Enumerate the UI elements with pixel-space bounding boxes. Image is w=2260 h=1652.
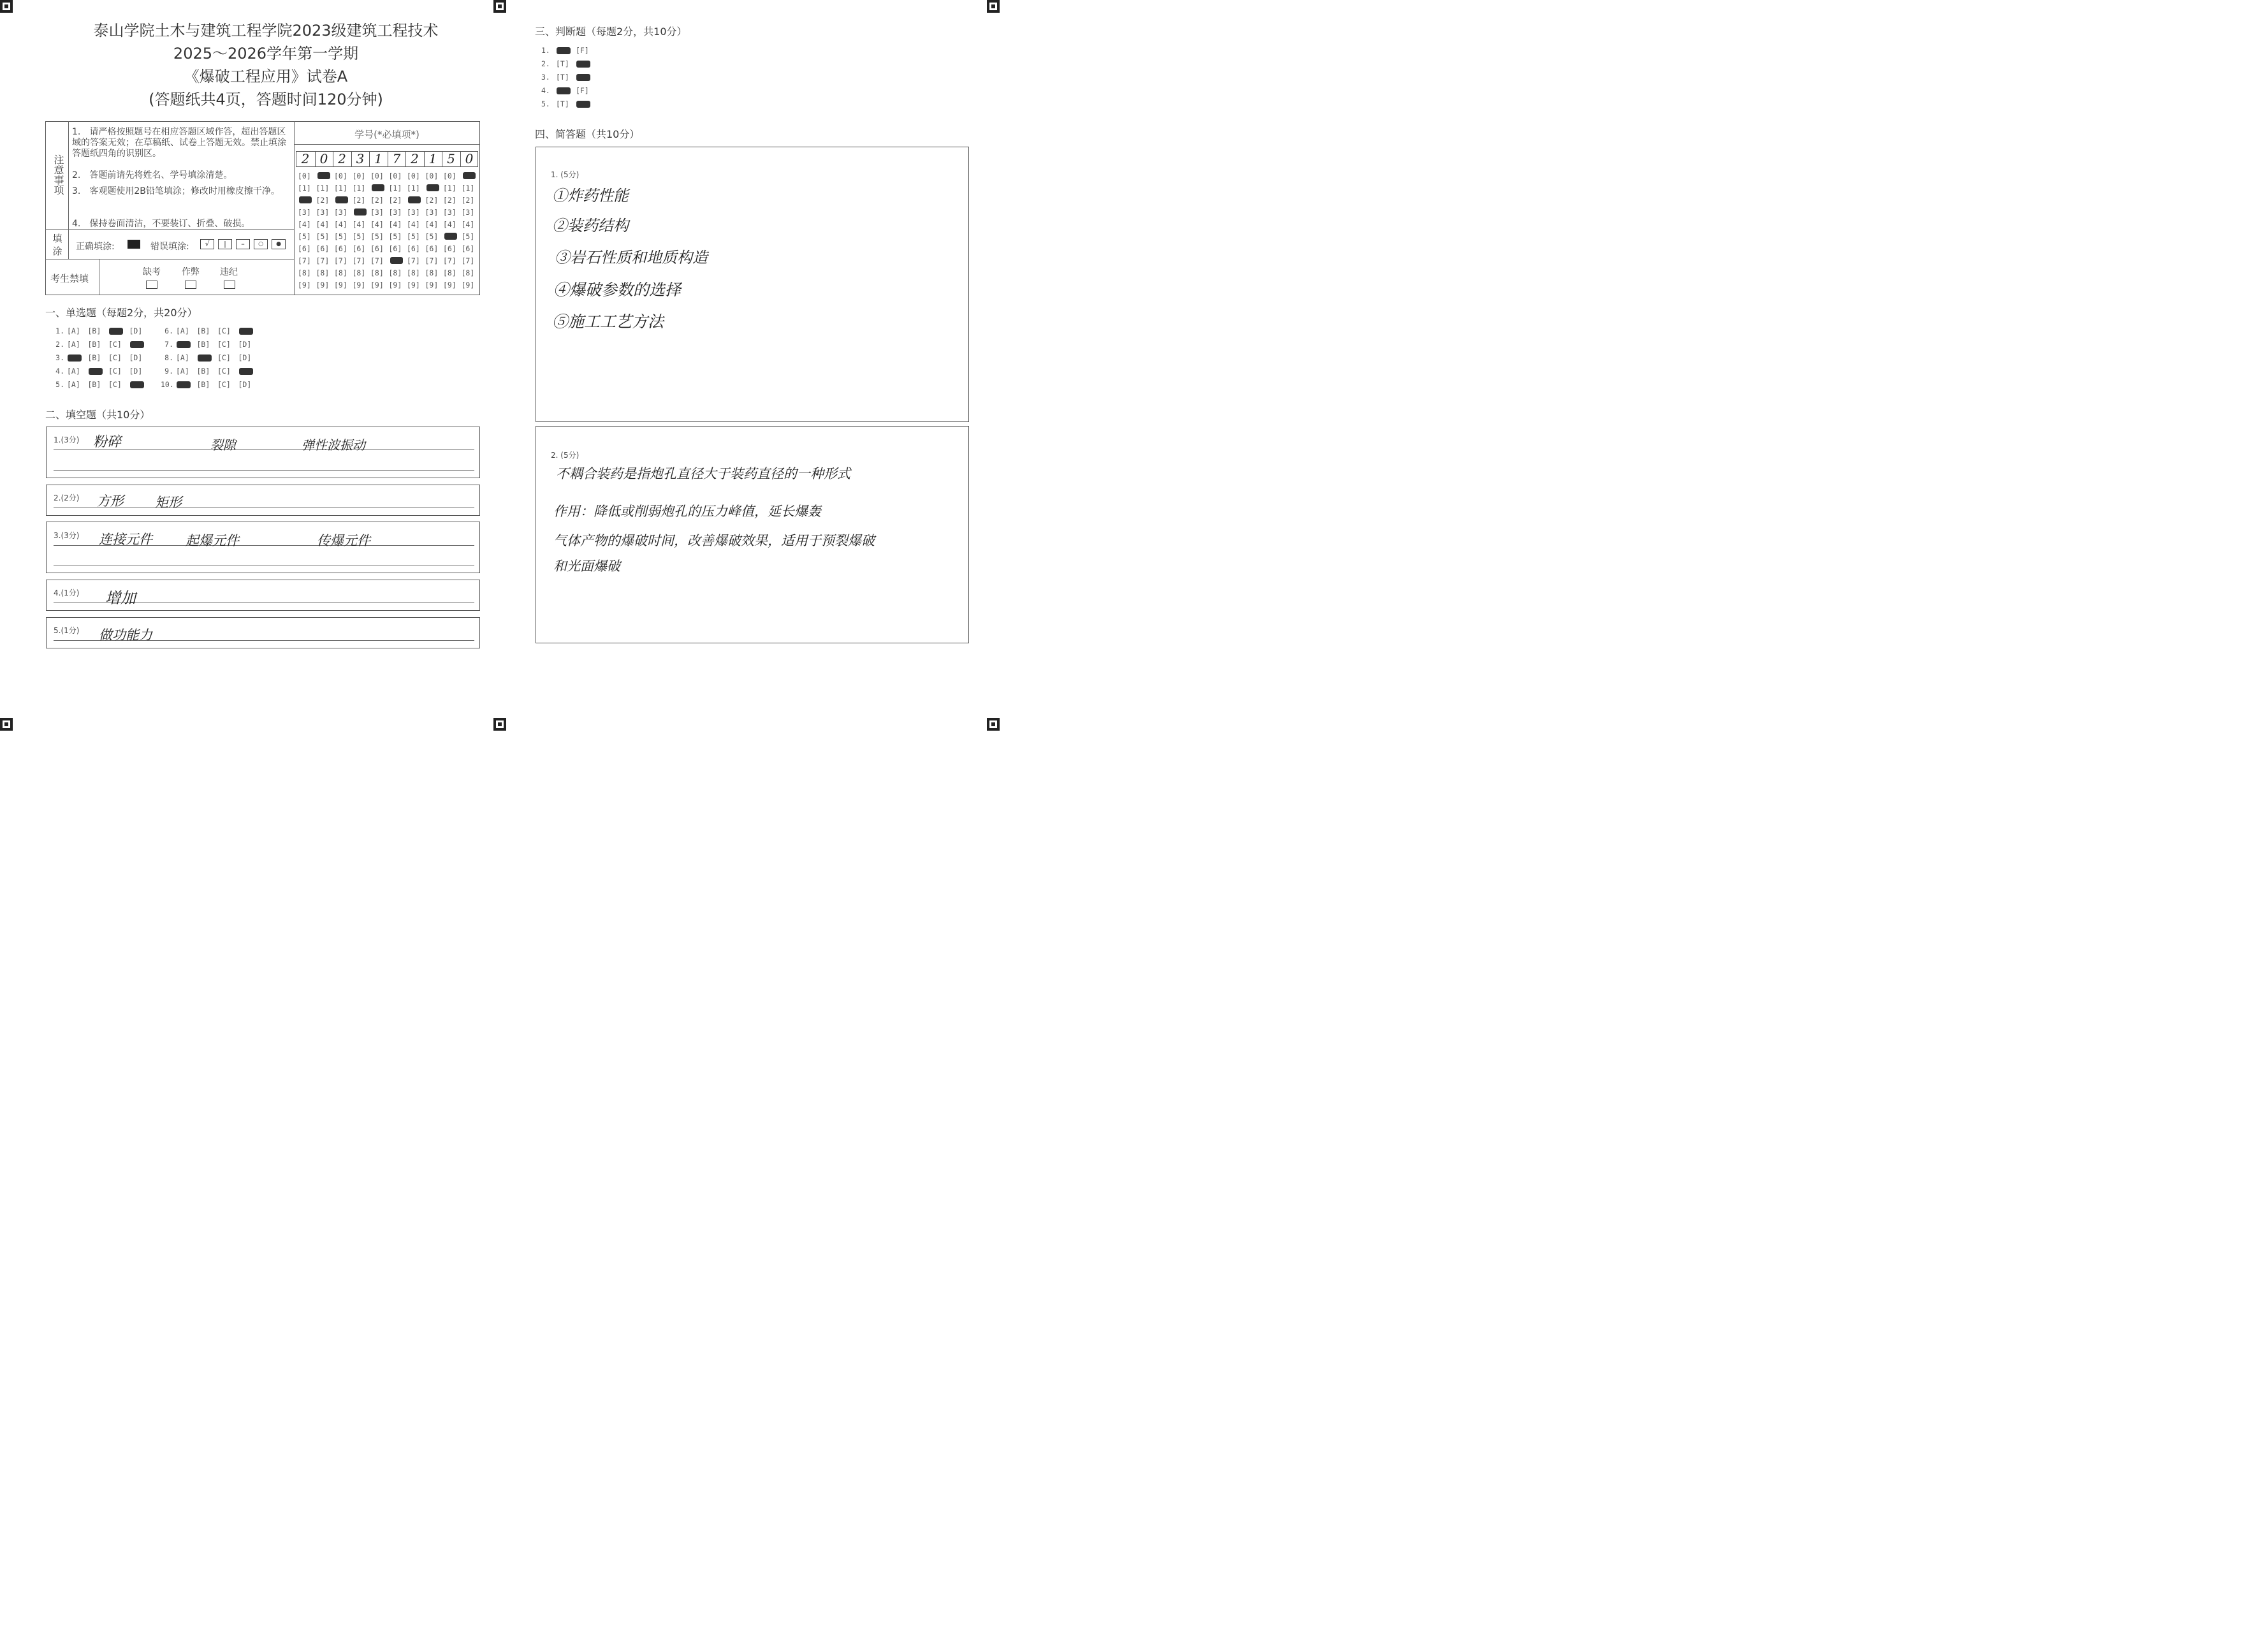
student-id-digit: 0	[460, 152, 478, 166]
corner-marker-icon	[493, 718, 506, 731]
fill-rule-label: 填涂	[52, 233, 62, 257]
section4-title: 四、简答题（共10分）	[535, 128, 640, 140]
id-bubble[interactable]: [4]	[334, 220, 347, 229]
id-bubble[interactable]: [6]	[407, 244, 420, 253]
tf-choice-filled[interactable]	[576, 74, 590, 81]
id-bubble-filled[interactable]	[299, 196, 312, 203]
id-bubble[interactable]: [2]	[370, 196, 384, 205]
id-bubble[interactable]: [9]	[352, 281, 366, 289]
id-bubble[interactable]: [0]	[370, 172, 384, 180]
id-bubble[interactable]: [1]	[298, 184, 311, 193]
student-id-digit: 7	[388, 152, 405, 166]
id-bubble[interactable]: [4]	[370, 220, 384, 229]
mc-question-number: 4.	[55, 367, 64, 376]
tf-choice-filled[interactable]	[576, 61, 590, 68]
id-bubble[interactable]: [8]	[334, 268, 347, 277]
id-bubble[interactable]: [3]	[316, 208, 330, 217]
mc-choice[interactable]: [C]	[217, 326, 231, 335]
mc-question-number: 9.	[164, 367, 173, 376]
mc-choice-filled[interactable]	[177, 381, 191, 388]
id-bubble[interactable]: [8]	[352, 268, 366, 277]
id-bubble[interactable]: [4]	[352, 220, 366, 229]
mc-choice[interactable]: [A]	[67, 340, 80, 349]
id-bubble[interactable]: [7]	[352, 256, 366, 265]
id-bubble[interactable]: [9]	[407, 281, 420, 289]
id-bubble[interactable]: [5]	[461, 232, 475, 241]
exam-title-line2: 2025～2026学年第一学期	[173, 45, 359, 62]
id-bubble-filled[interactable]	[426, 184, 439, 191]
id-bubble[interactable]: [8]	[388, 268, 402, 277]
mc-choice[interactable]: [B]	[87, 380, 101, 389]
id-bubble[interactable]: [5]	[407, 232, 420, 241]
id-bubble[interactable]: [0]	[334, 172, 347, 180]
mc-question-number: 6.	[164, 326, 173, 335]
id-bubble[interactable]: [0]	[298, 172, 311, 180]
mc-choice[interactable]: [C]	[217, 380, 231, 389]
id-bubble[interactable]: [8]	[298, 268, 311, 277]
mc-choice[interactable]: [C]	[108, 367, 122, 376]
fill-blank-label-1: 1.(3分)	[54, 435, 80, 444]
id-bubble[interactable]: [3]	[443, 208, 456, 217]
student-id-digit: 1	[424, 152, 442, 166]
id-bubble-filled[interactable]	[444, 233, 457, 240]
mc-question-number: 5.	[55, 380, 64, 389]
mc-choice[interactable]: [C]	[217, 340, 231, 349]
status-cheat-label: 作弊	[182, 267, 200, 277]
id-bubble[interactable]: [5]	[352, 232, 366, 241]
tf-choice-filled[interactable]	[576, 101, 590, 108]
id-bubble[interactable]: [6]	[370, 244, 384, 253]
id-bubble[interactable]: [2]	[388, 196, 402, 205]
short-answer-2-line-1: 不耦合装药是指炮孔直径大于装药直径的一种形式	[556, 466, 850, 481]
id-bubble[interactable]: [6]	[316, 244, 330, 253]
id-bubble[interactable]: [9]	[370, 281, 384, 289]
id-bubble-filled[interactable]	[390, 257, 403, 264]
id-bubble[interactable]: [9]	[443, 281, 456, 289]
student-id-digit: 1	[369, 152, 387, 166]
id-bubble[interactable]: [1]	[316, 184, 330, 193]
mc-choice-filled[interactable]	[198, 355, 212, 362]
mc-choice-filled[interactable]	[239, 328, 253, 335]
tf-choice-filled[interactable]	[557, 87, 571, 94]
student-id-digit: 2	[333, 152, 351, 166]
mc-choice[interactable]: [D]	[129, 353, 143, 362]
id-bubble[interactable]: [6]	[461, 244, 475, 253]
short-answer-1-line-2: ②装药结构	[552, 217, 629, 235]
exam-title-line1: 泰山学院土木与建筑工程学院2023级建筑工程技术	[93, 22, 439, 40]
id-bubble[interactable]: [4]	[298, 220, 311, 229]
mc-choice[interactable]: [A]	[176, 353, 189, 362]
status-cheat-checkbox[interactable]	[185, 281, 196, 289]
id-bubble[interactable]: [9]	[298, 281, 311, 289]
id-bubble[interactable]: [2]	[352, 196, 366, 205]
id-bubble[interactable]: [9]	[334, 281, 347, 289]
mc-choice[interactable]: [B]	[196, 326, 210, 335]
mc-question-number: 1.	[55, 326, 64, 335]
id-bubble[interactable]: [7]	[425, 256, 439, 265]
id-bubble[interactable]: [8]	[425, 268, 439, 277]
mc-question-number: 3.	[55, 353, 64, 362]
tf-choice[interactable]: [F]	[576, 46, 589, 55]
mc-choice[interactable]: [B]	[196, 367, 210, 376]
fill-correct-label: 正确填涂:	[76, 242, 115, 252]
fill-blank-answer-5: 做功能力	[99, 627, 152, 643]
fill-blank-answer-2b: 矩形	[155, 495, 182, 510]
id-bubble[interactable]: [1]	[407, 184, 420, 193]
id-bubble[interactable]: [3]	[407, 208, 420, 217]
id-bubble[interactable]: [6]	[425, 244, 439, 253]
mc-choice[interactable]: [A]	[176, 326, 189, 335]
id-bubble[interactable]: [3]	[461, 208, 475, 217]
student-id-label: 学号(*必填项*)	[354, 129, 419, 140]
fill-blank-label-5: 5.(1分)	[54, 626, 80, 635]
id-bubble[interactable]: [5]	[316, 232, 330, 241]
id-bubble[interactable]: [3]	[425, 208, 439, 217]
id-bubble[interactable]: [0]	[352, 172, 366, 180]
id-bubble[interactable]: [3]	[298, 208, 311, 217]
tf-question-number: 4.	[541, 86, 550, 95]
section2-title: 二、填空题（共10分）	[45, 409, 150, 421]
id-bubble[interactable]: [7]	[370, 256, 384, 265]
notes-item-3: 3. 客观题使用2B铅笔填涂；修改时用橡皮擦干净。	[72, 186, 280, 196]
fill-blank-answer-3b: 起爆元件	[186, 533, 239, 548]
mc-choice[interactable]: [A]	[67, 367, 80, 376]
mc-question-number: 8.	[164, 353, 173, 362]
id-bubble[interactable]: [1]	[334, 184, 347, 193]
id-bubble[interactable]: [9]	[461, 281, 475, 289]
mc-question-number: 7.	[164, 340, 173, 349]
fill-blank-label-2: 2.(2分)	[54, 493, 80, 502]
student-id-digit: 0	[315, 152, 333, 166]
fill-blank-answer-1a: 粉碎	[93, 434, 122, 450]
id-bubble[interactable]: [2]	[461, 196, 475, 205]
mc-question-number: 10.	[161, 380, 174, 389]
mc-choice[interactable]: [C]	[108, 353, 122, 362]
id-bubble[interactable]: [9]	[316, 281, 330, 289]
tf-choice-filled[interactable]	[557, 47, 571, 54]
id-bubble-filled[interactable]	[317, 172, 330, 179]
exam-title-line4: (答题纸共4页，答题时间120分钟)	[149, 91, 383, 108]
id-bubble[interactable]: [2]	[425, 196, 439, 205]
short-answer-1-line-4: ④爆破参数的选择	[553, 281, 682, 299]
corner-marker-icon	[0, 0, 13, 13]
fill-wrong-label: 错误填涂:	[150, 242, 189, 252]
id-bubble[interactable]: [2]	[443, 196, 456, 205]
notes-item-2: 2. 答题前请先将姓名、学号填涂清楚。	[72, 170, 233, 180]
tf-choice[interactable]: [T]	[556, 73, 569, 82]
mc-choice[interactable]: [A]	[67, 326, 80, 335]
id-bubble[interactable]: [7]	[461, 256, 475, 265]
mc-choice[interactable]: [D]	[238, 340, 252, 349]
mc-choice-filled[interactable]	[89, 368, 103, 375]
short-answer-1-line-5: ⑤施工工艺方法	[552, 312, 664, 331]
mc-choice-filled[interactable]	[130, 341, 144, 348]
fill-blank-label-3: 3.(3分)	[54, 531, 80, 540]
short-answer-1-line-3: ③岩石性质和地质构造	[555, 249, 708, 267]
id-bubble[interactable]: [9]	[425, 281, 439, 289]
id-bubble[interactable]: [6]	[388, 244, 402, 253]
id-bubble-filled[interactable]	[354, 208, 367, 216]
fill-blank-label-4: 4.(1分)	[54, 588, 80, 597]
short-answer-2-line-4: 和光面爆破	[553, 559, 620, 574]
mc-choice[interactable]: [C]	[108, 340, 122, 349]
mc-choice-filled[interactable]	[109, 328, 123, 335]
mc-choice[interactable]: [D]	[129, 326, 143, 335]
fill-blank-answer-1c: 弹性波振动	[302, 437, 365, 453]
status-violation-label: 违纪	[220, 267, 238, 277]
id-bubble[interactable]: [9]	[388, 281, 402, 289]
id-bubble[interactable]: [1]	[388, 184, 402, 193]
id-bubble-filled[interactable]	[408, 196, 421, 203]
fill-blank-answer-4: 增加	[105, 589, 136, 607]
status-absent-checkbox[interactable]	[146, 281, 157, 289]
id-bubble[interactable]: [0]	[443, 172, 456, 180]
wrong-mark-check-icon: √	[200, 239, 214, 249]
mc-choice-filled[interactable]	[130, 381, 144, 388]
id-bubble[interactable]: [0]	[388, 172, 402, 180]
fill-blank-answer-1b: 裂隙	[210, 437, 236, 453]
id-bubble[interactable]: [7]	[316, 256, 330, 265]
mc-choice[interactable]: [A]	[176, 367, 189, 376]
exam-title-line3: 《爆破工程应用》试卷A	[184, 68, 348, 85]
id-bubble[interactable]: [3]	[370, 208, 384, 217]
wrong-mark-circle-icon: ○	[254, 239, 268, 249]
id-bubble[interactable]: [0]	[425, 172, 439, 180]
id-bubble[interactable]: [3]	[334, 208, 347, 217]
id-bubble[interactable]: [6]	[443, 244, 456, 253]
student-id-digit: 5	[442, 152, 460, 166]
mc-choice[interactable]: [B]	[196, 380, 210, 389]
fill-blank-answer-3c: 传爆元件	[317, 533, 370, 548]
id-bubble[interactable]: [1]	[352, 184, 366, 193]
tf-question-number: 5.	[541, 99, 550, 108]
tf-question-number: 1.	[541, 46, 550, 55]
mc-choice[interactable]: [B]	[87, 353, 101, 362]
short-answer-label-1: 1. (5分)	[551, 170, 580, 179]
id-bubble-filled[interactable]	[463, 172, 476, 179]
id-bubble-filled[interactable]	[335, 196, 348, 203]
id-bubble[interactable]: [7]	[407, 256, 420, 265]
id-bubble[interactable]: [7]	[298, 256, 311, 265]
status-absent-label: 缺考	[143, 267, 161, 277]
short-answer-label-2: 2. (5分)	[551, 451, 580, 460]
notes-label: 注意事项	[52, 154, 64, 195]
wrong-mark-dash-icon: –	[236, 239, 250, 249]
wrong-mark-dot-icon: ●	[272, 239, 286, 249]
mc-choice[interactable]: [C]	[217, 353, 231, 362]
id-bubble[interactable]: [4]	[443, 220, 456, 229]
id-bubble[interactable]: [5]	[334, 232, 347, 241]
id-bubble[interactable]: [8]	[370, 268, 384, 277]
mc-choice[interactable]: [D]	[238, 353, 252, 362]
id-bubble[interactable]: [4]	[425, 220, 439, 229]
id-bubble[interactable]: [5]	[370, 232, 384, 241]
tf-choice[interactable]: [T]	[556, 59, 569, 68]
section1-title: 一、单选题（每题2分，共20分）	[45, 307, 198, 319]
mc-choice[interactable]: [D]	[238, 380, 252, 389]
status-violation-checkbox[interactable]	[224, 281, 235, 289]
corner-marker-icon	[0, 718, 13, 731]
wrong-mark-bar-icon: |	[218, 239, 232, 249]
id-bubble[interactable]: [6]	[298, 244, 311, 253]
id-bubble[interactable]: [4]	[407, 220, 420, 229]
id-bubble[interactable]: [5]	[388, 232, 402, 241]
mc-choice[interactable]: [B]	[196, 340, 210, 349]
corner-marker-icon	[987, 0, 1000, 13]
tf-question-number: 3.	[541, 73, 550, 82]
student-id-digit: 2	[301, 151, 310, 166]
mc-choice[interactable]: [C]	[217, 367, 231, 376]
id-bubble[interactable]: [8]	[407, 268, 420, 277]
id-bubble[interactable]: [7]	[334, 256, 347, 265]
mc-choice-filled[interactable]	[177, 341, 191, 348]
id-bubble[interactable]: [8]	[461, 268, 475, 277]
id-bubble[interactable]: [6]	[334, 244, 347, 253]
id-bubble[interactable]: [4]	[316, 220, 330, 229]
mc-question-number: 2.	[55, 340, 64, 349]
wrong-fill-samples	[200, 239, 286, 249]
tf-choice[interactable]: [T]	[556, 99, 569, 108]
mc-choice[interactable]: [D]	[129, 367, 143, 376]
id-bubble[interactable]: [6]	[352, 244, 366, 253]
mc-choice[interactable]: [B]	[87, 340, 101, 349]
mc-choice[interactable]: [A]	[67, 380, 80, 389]
student-id-digit: 2	[405, 152, 423, 166]
short-answer-1-line-1: ①炸药性能	[552, 187, 629, 205]
id-bubble[interactable]: [8]	[443, 268, 456, 277]
corner-marker-icon	[493, 0, 506, 13]
section3-title: 三、判断题（每题2分，共10分）	[535, 26, 687, 38]
notes-item-1: 1. 请严格按照题号在相应答题区域作答，超出答题区域的答案无效；在草稿纸、试卷上答题无效。禁止填涂答题纸四角的识别区。	[72, 127, 286, 159]
short-answer-2-line-3: 气体产物的爆破时间，改善爆破效果，适用于预裂爆破	[553, 533, 875, 548]
tf-question-number: 2.	[541, 59, 550, 68]
id-bubble[interactable]: [7]	[443, 256, 456, 265]
id-bubble[interactable]: [0]	[407, 172, 420, 180]
id-bubble[interactable]: [4]	[461, 220, 475, 229]
correct-fill-sample-icon	[128, 240, 140, 249]
id-bubble[interactable]: [4]	[388, 220, 402, 229]
id-bubble[interactable]: [1]	[443, 184, 456, 193]
notes-item-4: 4. 保持卷面清洁，不要装订、折叠、破损。	[72, 219, 251, 229]
short-answer-2-line-2: 作用：降低或削弱炮孔的压力峰值，延长爆轰	[553, 504, 821, 519]
fill-blank-answer-2a: 方形	[97, 493, 124, 509]
fill-blank-answer-3a: 连接元件	[99, 532, 152, 547]
id-bubble[interactable]: [5]	[425, 232, 439, 241]
id-bubble[interactable]: [5]	[298, 232, 311, 241]
mc-choice-filled[interactable]	[239, 368, 253, 375]
id-bubble[interactable]: [3]	[388, 208, 402, 217]
student-id-digit: 3	[351, 152, 369, 166]
tf-choice[interactable]: [F]	[576, 86, 589, 95]
corner-marker-icon	[987, 718, 1000, 731]
mc-choice[interactable]: [B]	[87, 326, 101, 335]
exam-status-label: 考生禁填	[50, 273, 89, 284]
id-bubble-filled[interactable]	[372, 184, 384, 191]
mc-choice[interactable]: [C]	[108, 380, 122, 389]
mc-choice-filled[interactable]	[68, 355, 82, 362]
id-bubble[interactable]: [2]	[316, 196, 330, 205]
id-bubble[interactable]: [1]	[461, 184, 475, 193]
id-bubble[interactable]: [8]	[316, 268, 330, 277]
